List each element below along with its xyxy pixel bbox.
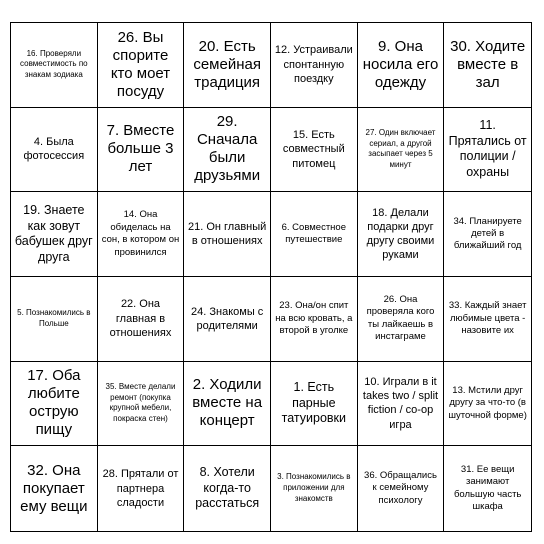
bingo-cell-text: 14. Она обиделась на сон, в котором он провинился bbox=[101, 209, 180, 258]
bingo-cell[interactable] bbox=[11, 446, 98, 531]
bingo-cell[interactable] bbox=[444, 23, 531, 108]
bingo-cell-text: 9. Она носила его одежду bbox=[362, 37, 439, 91]
bingo-cell-text: 1. Есть парные татуировки bbox=[281, 380, 346, 426]
bingo-cell[interactable] bbox=[98, 192, 185, 277]
bingo-cell-text: 10. Играли в it takes two / split fiction / co-op игра bbox=[362, 375, 439, 431]
bingo-cell-text: 6. Совместное путешествие bbox=[281, 221, 347, 246]
bingo-cell[interactable] bbox=[271, 277, 358, 362]
bingo-cell-text: 28. Прятали от партнера сладости bbox=[102, 468, 179, 509]
bingo-cell[interactable] bbox=[98, 277, 185, 362]
bingo-cell[interactable] bbox=[271, 192, 358, 277]
bingo-board bbox=[10, 22, 532, 532]
bingo-cell-text: 34. Планируете детей в ближайший год bbox=[453, 215, 522, 252]
bingo-cell-text: 21. Он главный в отношениях bbox=[188, 220, 267, 248]
bingo-cell-text: 19. Знаете как зовут бабушек друг друга bbox=[14, 202, 93, 264]
bingo-cell[interactable] bbox=[11, 108, 98, 193]
bingo-cell[interactable] bbox=[184, 108, 271, 193]
bingo-cell-text: 2. Ходили вместе на концерт bbox=[192, 376, 263, 430]
bingo-cell-text: 11. Прятались от полиции / охраны bbox=[448, 118, 527, 180]
bingo-cell[interactable] bbox=[358, 192, 445, 277]
bingo-cell[interactable] bbox=[444, 192, 531, 277]
bingo-cell[interactable] bbox=[184, 277, 271, 362]
bingo-cell[interactable] bbox=[271, 446, 358, 531]
bingo-cell-text: 36. Обращались к семейному психологу bbox=[364, 470, 437, 506]
bingo-cell-text: 31. Ее вещи занимают большую часть шкафа bbox=[453, 463, 522, 512]
bingo-cell-text: 12. Устраивали спонтанную поездку bbox=[274, 44, 353, 85]
bingo-cell-text: 30. Ходите вместе в зал bbox=[450, 37, 526, 91]
bingo-cell-text: 15. Есть совместный питомец bbox=[282, 129, 345, 170]
bingo-cell-text: 4. Была фотосессия bbox=[23, 136, 85, 163]
bingo-cell-text: 3. Познакомились в приложении для знакомств bbox=[277, 472, 351, 504]
bingo-cell[interactable] bbox=[11, 362, 98, 447]
bingo-cell[interactable] bbox=[358, 277, 445, 362]
bingo-cell-text: 16. Проверяли совместимость по знакам зодиака bbox=[20, 48, 88, 80]
bingo-cell[interactable] bbox=[98, 446, 185, 531]
bingo-cell-text: 18. Делали подарки друг другу своими руками bbox=[366, 206, 435, 262]
bingo-cell-text: 24. Знакомы с родителями bbox=[191, 305, 264, 332]
bingo-cell-text: 26. Вы спорите кто моет посуду bbox=[110, 28, 171, 100]
bingo-cell[interactable] bbox=[11, 277, 98, 362]
bingo-cell-text: 29. Сначала были друзьями bbox=[194, 113, 261, 185]
bingo-cell-text: 8. Хотели когда-то расстаться bbox=[195, 465, 260, 511]
bingo-cell[interactable] bbox=[98, 108, 185, 193]
bingo-cell[interactable] bbox=[184, 23, 271, 108]
bingo-cell[interactable] bbox=[184, 446, 271, 531]
bingo-cell[interactable] bbox=[184, 192, 271, 277]
bingo-cell[interactable] bbox=[11, 23, 98, 108]
bingo-cell[interactable] bbox=[184, 362, 271, 447]
bingo-cell-text: 7. Вместе больше 3 лет bbox=[106, 122, 175, 176]
bingo-cell-text: 33. Каждый знает любимые цвета - назовите их bbox=[448, 300, 527, 336]
bingo-cell-text: 5. Познакомились в Польше bbox=[17, 308, 91, 328]
bingo-cell-text: 27. Один включает сериал, а другой засыпает через 5 минут bbox=[365, 127, 436, 170]
bingo-cell[interactable] bbox=[358, 362, 445, 447]
bingo-cell-text: 32. Она покупает ему вещи bbox=[20, 461, 88, 515]
bingo-cell[interactable] bbox=[98, 362, 185, 447]
bingo-cell-text: 20. Есть семейная традиция bbox=[193, 37, 261, 91]
bingo-cell-text: 35. Вместе делали ремонт (покупка крупной мебели, покраска стен) bbox=[105, 381, 176, 424]
bingo-cell-text: 22. Она главная в отношениях bbox=[109, 298, 172, 339]
bingo-cell[interactable] bbox=[444, 108, 531, 193]
bingo-cell[interactable] bbox=[271, 362, 358, 447]
bingo-cell[interactable] bbox=[444, 446, 531, 531]
bingo-cell-text: 13. Мстили друг другу за что-то (в шуточной форме) bbox=[448, 384, 527, 421]
bingo-cell[interactable] bbox=[271, 23, 358, 108]
bingo-cell[interactable] bbox=[358, 23, 445, 108]
bingo-cell[interactable] bbox=[444, 277, 531, 362]
bingo-cell[interactable] bbox=[271, 108, 358, 193]
bingo-cell[interactable] bbox=[358, 446, 445, 531]
bingo-cell-text: 26. Она проверяла кого ты лайкаешь в инстаграме bbox=[366, 294, 435, 343]
bingo-cell[interactable] bbox=[358, 108, 445, 193]
bingo-cell[interactable] bbox=[98, 23, 185, 108]
bingo-cell[interactable] bbox=[11, 192, 98, 277]
bingo-cell-text: 17. Оба любите острую пищу bbox=[27, 367, 81, 439]
bingo-cell-text: 23. Она/он спит на всю кровать, а второй в уголке bbox=[275, 300, 353, 336]
bingo-cell[interactable] bbox=[444, 362, 531, 447]
